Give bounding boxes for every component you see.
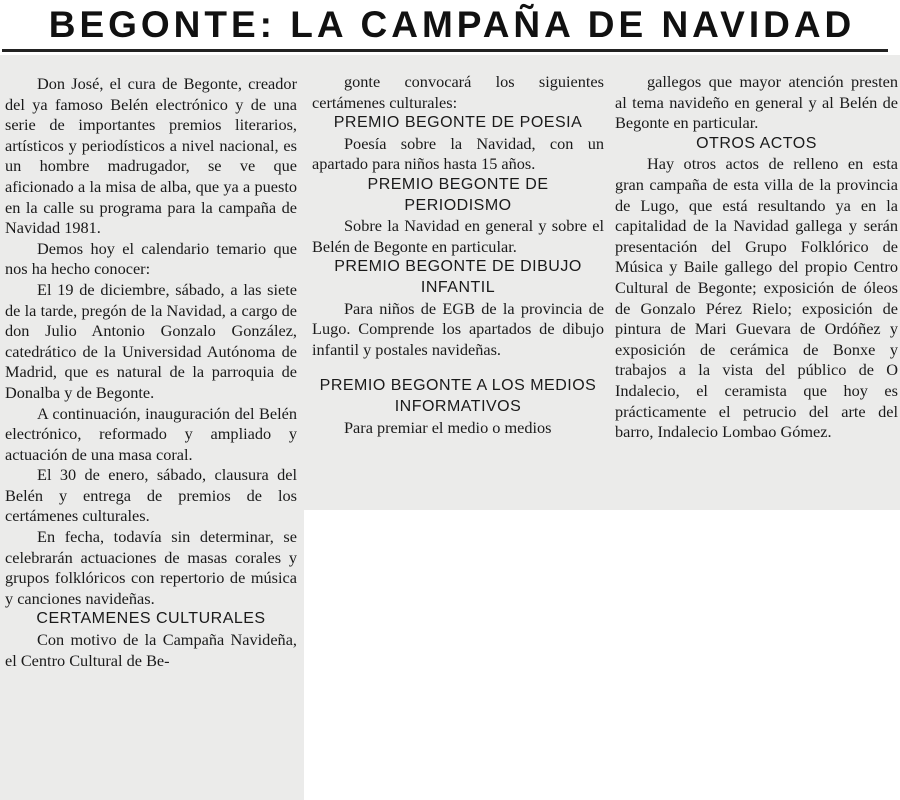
paragraph: Hay otros actos de relleno en esta gran campaña de esta villa de la provincia de Lugo, que está resultando ya en la capitalidad de la Navidad gallega y serán presentación del Grupo Folklórico de Música y Baile gallego del propio Centro Cultural de Begonte; exposición de óleos de Gonzalo Pérez Rielo; exposición de pintura de Mari Guevara de Ordóñez y exposición de cerámica de Bonxe y trabajos a la vista del público de O Indalecio, el ceramista que hoy es prácticamente el petrucio del arte del barro, Indalecio Lombao Gómez. <box>615 154 898 442</box>
subheading-dibujo: PREMIO BEGONTE DE DIBUJO INFANTIL <box>334 258 582 296</box>
subheading-certamenes: CERTAMENES CULTURALES <box>36 610 266 628</box>
paragraph: Sobre la Navidad en general y sobre el Belén de Begonte en particular. <box>312 216 604 256</box>
headline: BEGONTE: LA CAMPAÑA DE NAVIDAD <box>48 4 856 45</box>
paragraph: Para premiar el medio o medios <box>344 417 552 437</box>
subheading-otros-actos: OTROS ACTOS <box>696 134 817 152</box>
column-1 <box>5 74 297 671</box>
column-2 <box>312 72 604 438</box>
subheading-periodismo: PREMIO BEGONTE DE PERIODISMO <box>367 175 549 214</box>
paragraph: A continuación, inauguración del Belén electrónico, reformado y ampliado y actuación de una masa coral. <box>5 403 297 464</box>
headline-rule <box>2 49 888 52</box>
paragraph: En fecha, todavía sin determinar, se celebrarán actuaciones de masas corales y grupos folklóricos con repertorio de música y canciones navideñas. <box>5 527 297 608</box>
paragraph: Don José, el cura de Begonte, creador del ya famoso Belén electrónico y de una serie de importantes premios literarios, artísticos y periodísticos a nivel nacional, es un hombre madrugador, se ve que aficionado a la misa de alba, que ya a puesto en la calle su programa para la campaña de Navidad 1981. <box>5 74 297 238</box>
paragraph: gallegos que mayor atención presten al tema navideño en general y al Belén de Begonte en particular. <box>615 72 898 133</box>
paragraph: El 30 de enero, sábado, clausura del Belén y entrega de premios de los certámenes culturales. <box>5 465 297 526</box>
spacer <box>312 360 604 376</box>
paragraph: Con motivo de la Campaña Navideña, el Centro Cultural de Be- <box>5 630 297 670</box>
subheading-poesia: PREMIO BEGONTE DE POESIA <box>333 114 583 132</box>
paragraph: El 19 de diciembre, sábado, a las siete de la tarde, pregón de la Navidad, a cargo de don Julio Antonio Gonzalo González, catedrático de la Universidad Autónoma de Madrid, que es natural de la parroquia de Donalba y de Begonte. <box>5 279 297 402</box>
subheading-medios: PREMIO BEGONTE A LOS MEDIOS INFORMATIVOS <box>319 377 597 415</box>
paragraph: gonte convocará los siguientes certámenes culturales: <box>312 72 604 112</box>
paragraph: Poesía sobre la Navidad, con un apartado para niños hasta 15 años. <box>312 133 604 174</box>
paragraph: Para niños de EGB de la provincia de Lugo. Comprende los apartados de dibujo infantil y postales navideñas. <box>312 298 604 359</box>
paragraph: Demos hoy el calendario temario que nos ha hecho conocer: <box>5 238 297 279</box>
column-3 <box>615 72 898 443</box>
